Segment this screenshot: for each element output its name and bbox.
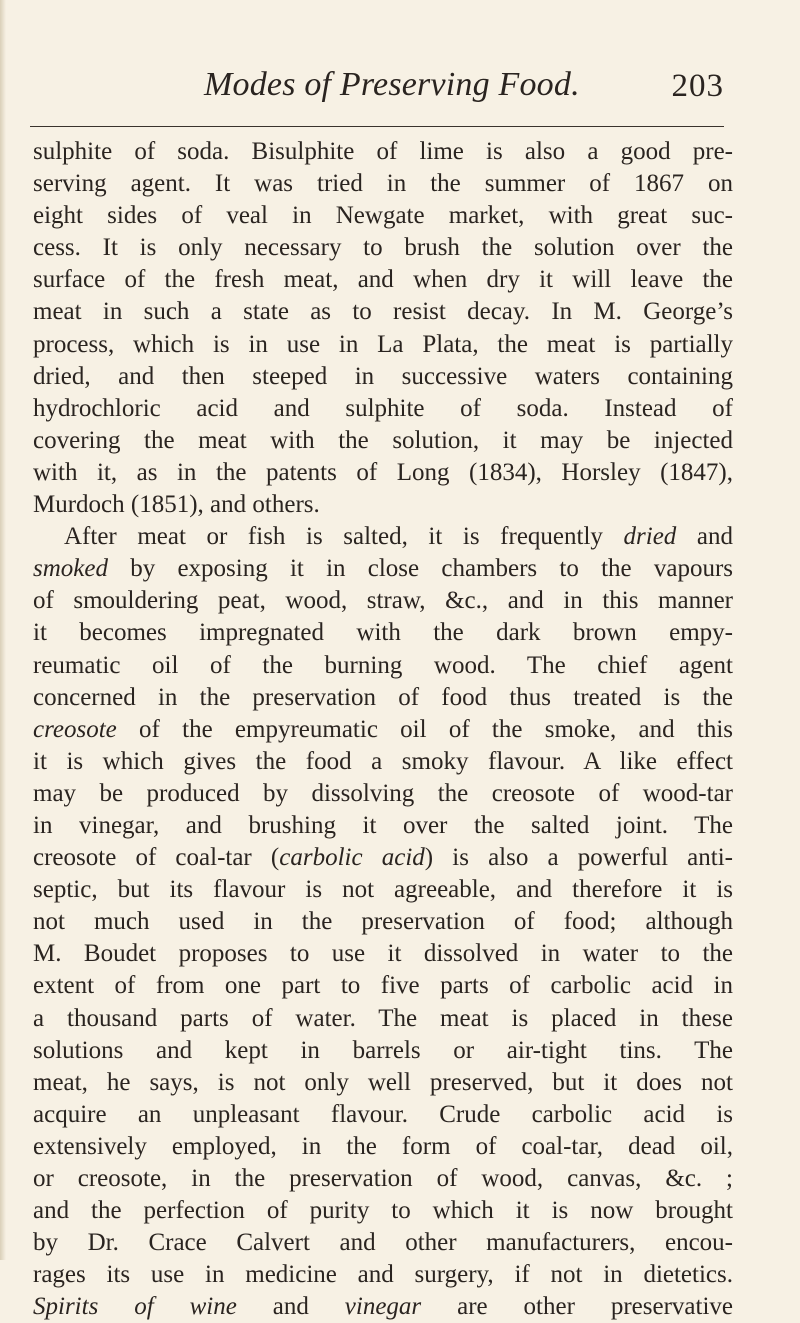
italic-phrase: creosote <box>33 715 117 743</box>
italic-phrase: vinegar <box>344 1293 422 1321</box>
italic-phrase: of wine <box>134 1293 237 1321</box>
text-line: meat in such a state as to resist decay. In M. George’s <box>33 298 733 326</box>
text-line: Spirits of wine and vinegar are other preservative <box>33 1293 733 1321</box>
text-line: serving agent. It was tried in the summer of 1867 on <box>33 170 733 198</box>
text-line: meat, he says, is not only well preserved, but it does not <box>33 1068 733 1096</box>
text-line: solutions and kept in barrels or air-tight tins. The <box>33 1036 733 1064</box>
text-line: eight sides of veal in Newgate market, with great suc- <box>33 202 733 230</box>
text-line: rages its use in medicine and surgery, if not in dietetics. <box>33 1261 733 1289</box>
text-line: creosote of the empyreumatic oil of the smoke, and this <box>33 715 733 743</box>
text-line: hydrochloric acid and sulphite of soda. Instead of <box>33 394 733 422</box>
text-line: extent of from one part to five parts of carbolic acid in <box>33 972 733 1000</box>
text-line: a thousand parts of water. The meat is placed in these <box>33 1004 733 1032</box>
text-line: process, which is in use in La Plata, the meat is partially <box>33 330 733 358</box>
text-line: extensively employed, in the form of coal-tar, dead oil, <box>33 1132 733 1160</box>
text-line: acquire an unpleasant flavour. Crude carbolic acid is <box>33 1100 733 1128</box>
text-line: creosote of coal-tar (carbolic acid) is also a powerful anti- <box>33 844 733 872</box>
text-line: smoked by exposing it in close chambers to the vapours <box>33 555 733 583</box>
page-edge <box>0 0 6 1260</box>
text-line: After meat or fish is salted, it is frequently dried and <box>64 523 733 551</box>
text-line: reumatic oil of the burning wood. The chief agent <box>33 651 733 679</box>
text-line: it is which gives the food a smoky flavour. A like effect <box>33 747 733 775</box>
text-line: sulphite of soda. Bisulphite of lime is also a good pre- <box>33 138 733 165</box>
text-line: M. Boudet proposes to use it dissolved in water to the <box>33 940 733 968</box>
italic-phrase: Spirits <box>33 1293 99 1321</box>
text-line: or creosote, in the preservation of wood, canvas, &c. ; <box>33 1165 733 1192</box>
italic-phrase: carbolic acid <box>279 844 425 872</box>
text-line: it becomes impregnated with the dark brown empy- <box>33 619 733 647</box>
text-line: in vinegar, and brushing it over the salted joint. The <box>33 811 733 839</box>
text-line: surface of the fresh meat, and when dry it will leave the <box>33 266 733 294</box>
text-line: and the perfection of purity to which it is now brought <box>33 1197 733 1225</box>
italic-phrase: dried <box>623 523 677 551</box>
header-rule <box>30 126 724 127</box>
body-text <box>33 136 733 1323</box>
text-line: with it, as in the patents of Long (1834), Horsley (1847), <box>33 458 733 486</box>
text-line: concerned in the preservation of food thus treated is the <box>33 683 733 711</box>
text-line: by Dr. Crace Calvert and other manufacturers, encou- <box>33 1229 733 1257</box>
text-line: septic, but its flavour is not agreeable, and therefore it is <box>33 876 733 904</box>
text-line: dried, and then steeped in successive waters containing <box>33 362 733 390</box>
page-number: 203 <box>671 68 724 104</box>
text-line: cess. It is only necessary to brush the solution over the <box>33 234 733 262</box>
text-line: may be produced by dissolving the creosote of wood-tar <box>33 779 733 807</box>
text-line: not much used in the preservation of food; although <box>33 908 733 936</box>
page-header <box>204 66 724 114</box>
italic-phrase: smoked <box>33 555 108 583</box>
running-title: Modes of Preserving Food. <box>204 66 580 103</box>
text-line: Murdoch (1851), and others. <box>33 491 320 519</box>
text-line: of smouldering peat, wood, straw, &c., and in this manner <box>33 587 733 615</box>
text-line: covering the meat with the solution, it may be injected <box>33 426 733 454</box>
